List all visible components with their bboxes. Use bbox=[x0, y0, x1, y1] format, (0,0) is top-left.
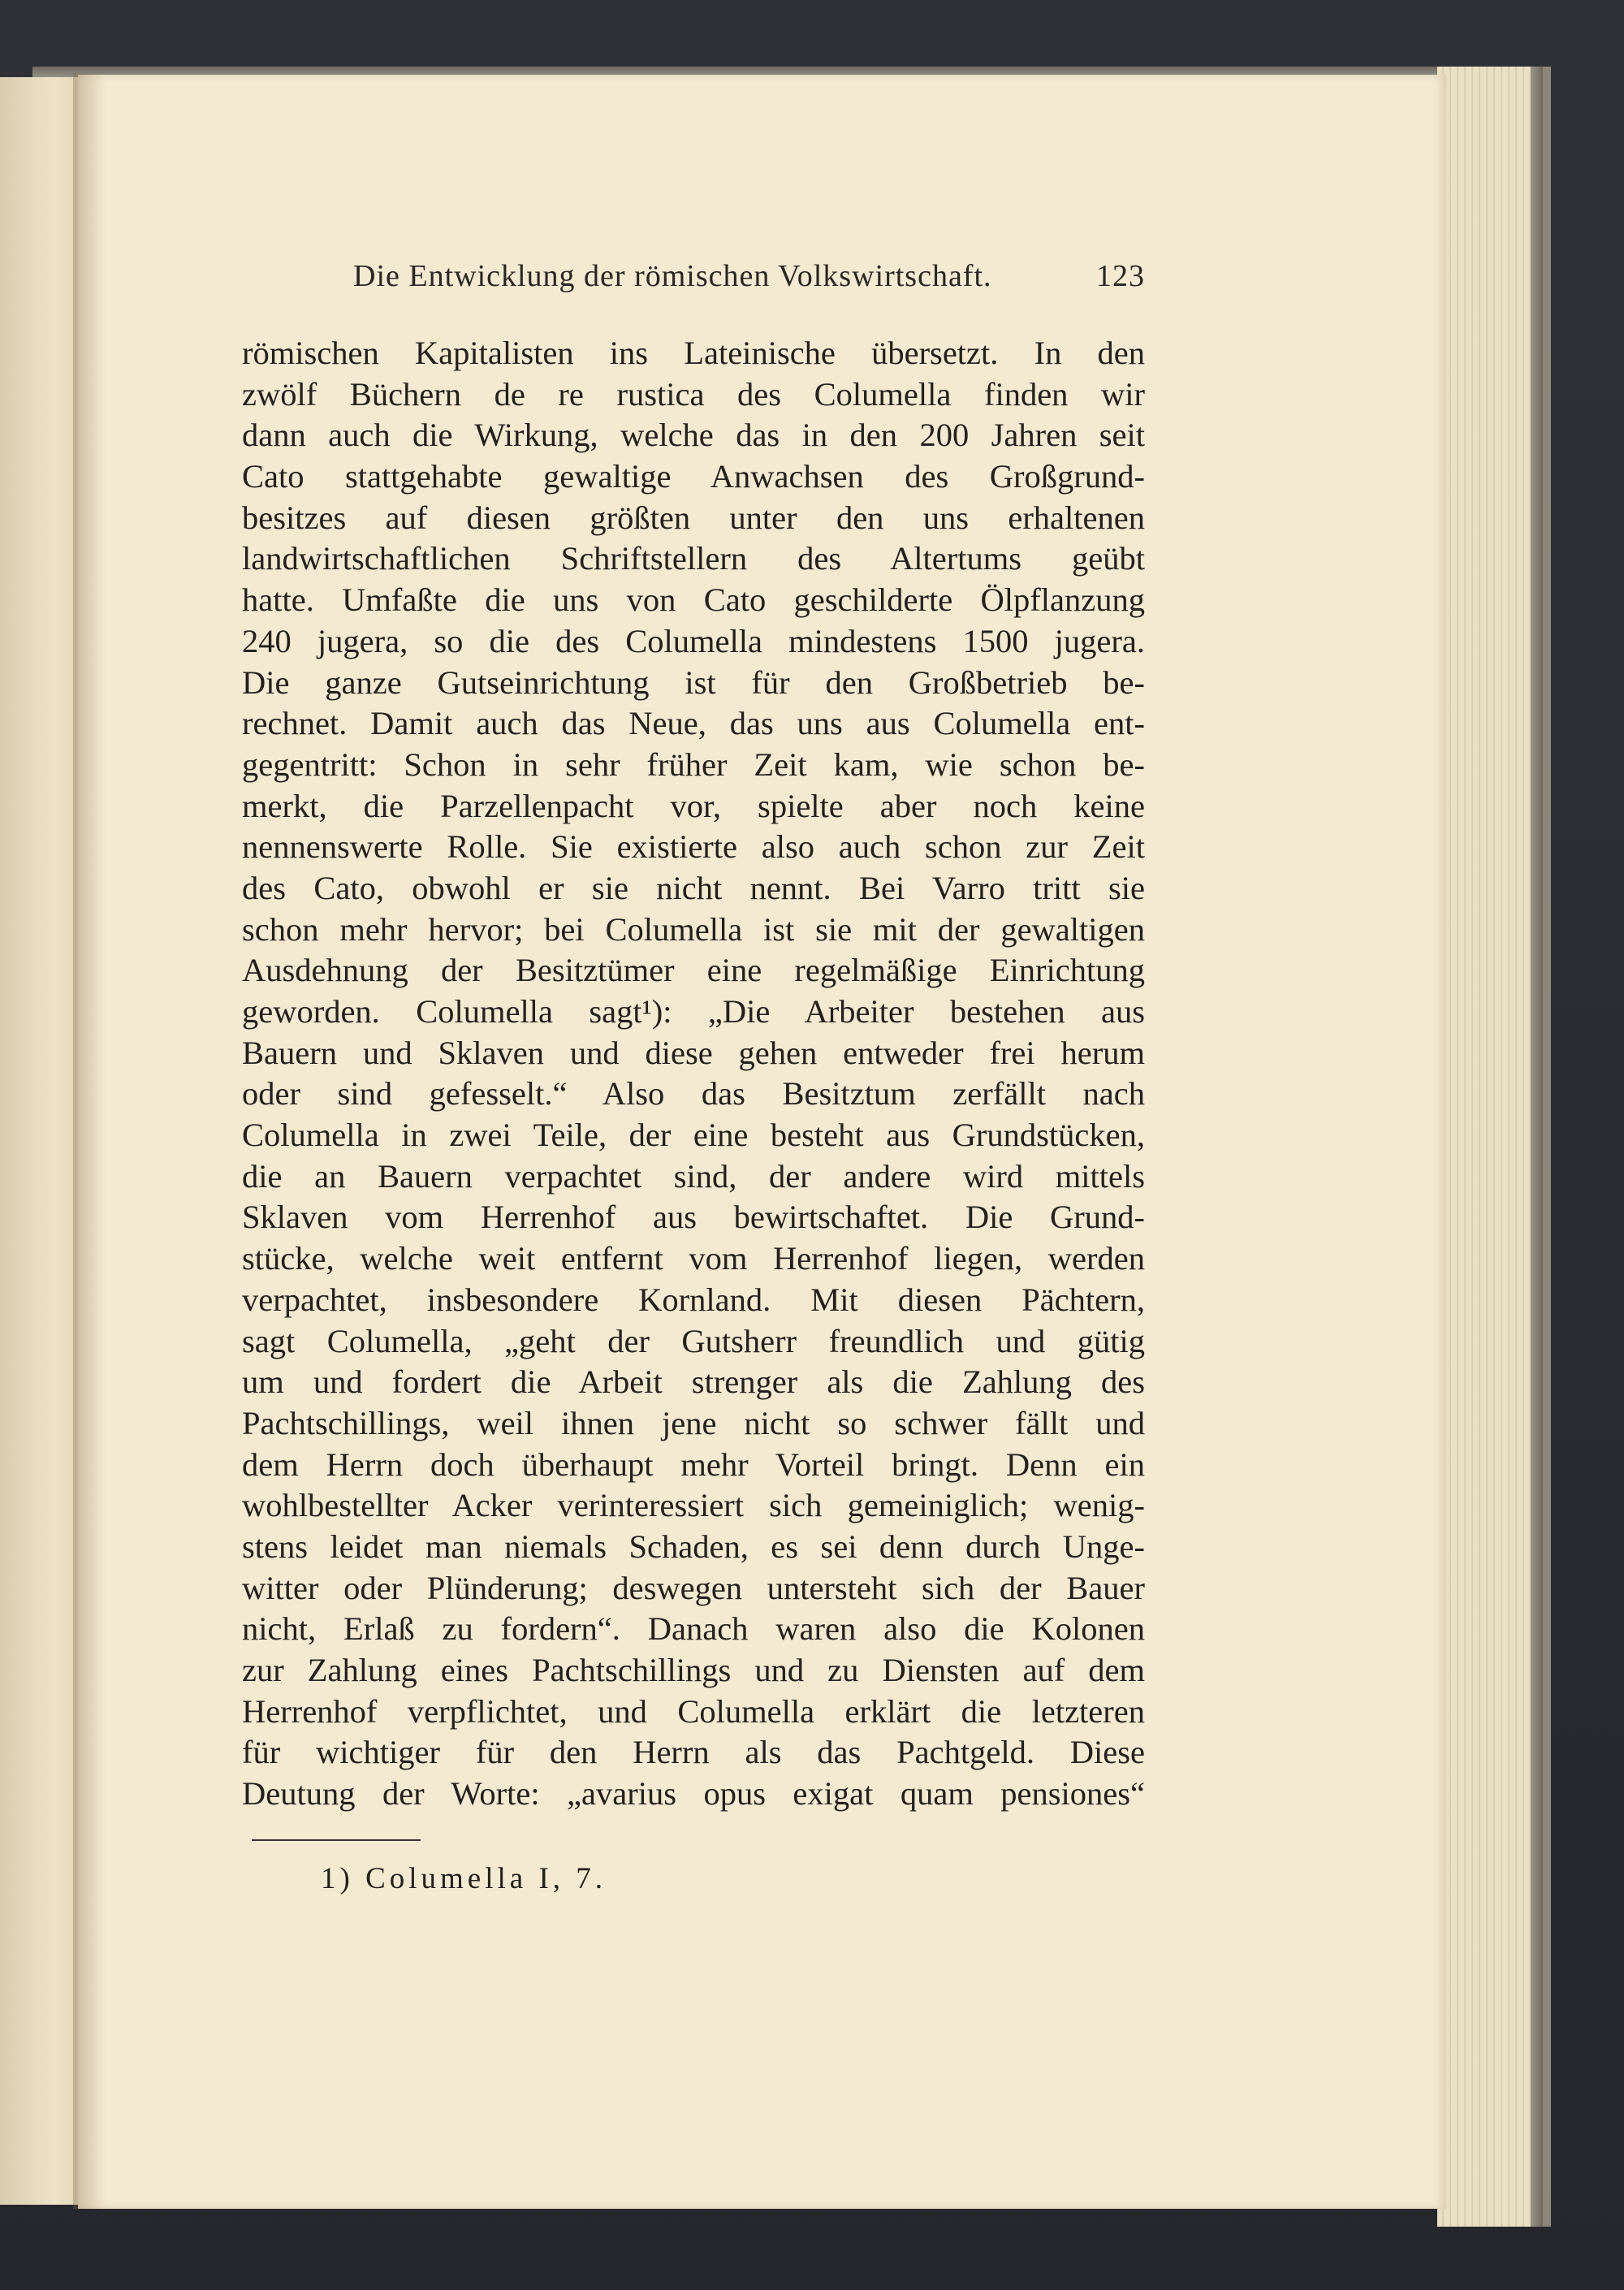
text-line: Bauern und Sklaven und diese gehen entweder frei herum bbox=[242, 1034, 1145, 1071]
text-line: um und fordert die Arbeit strenger als die Zahlung des bbox=[242, 1363, 1145, 1401]
text-line: Cato stattgehabte gewaltige Anwachsen des Großgrund- bbox=[242, 458, 1145, 495]
text-line: dem Herrn doch überhaupt mehr Vorteil bringt. Denn ein bbox=[242, 1445, 1145, 1483]
text-line: sagt Columella, „geht der Gutsherr freundlich und gütig bbox=[242, 1322, 1145, 1359]
text-line: merkt, die Parzellenpacht vor, spielte aber noch keine bbox=[242, 787, 1145, 824]
text-line: besitzes auf diesen größten unter den uns erhaltenen bbox=[242, 499, 1145, 536]
text-line: Deutung der Worte: „avarius opus exigat quam pensiones“ bbox=[242, 1775, 1145, 1813]
page-number: 123 bbox=[1096, 259, 1145, 293]
text-line: des Cato, obwohl er sie nicht nennt. Bei Varro tritt sie bbox=[242, 869, 1145, 906]
text-line: dann auch die Wirkung, welche das in den 200 Jahren seit bbox=[242, 417, 1145, 454]
text-line: verpachtet, insbesondere Kornland. Mit diesen Pächtern, bbox=[242, 1281, 1145, 1318]
footnote: 1) Columella I, 7. bbox=[321, 1862, 607, 1895]
text-line: geworden. Columella sagt¹): „Die Arbeiter bestehen aus bbox=[242, 993, 1145, 1030]
text-line: witter oder Plünderung; deswegen untersteht sich der Bauer bbox=[242, 1569, 1145, 1606]
text-line: römischen Kapitalisten ins Lateinische übersetzt. In den bbox=[242, 335, 1145, 371]
text-line: oder sind gefesselt.“ Also das Besitztum zerfällt nach bbox=[242, 1075, 1145, 1113]
text-line: die an Bauern verpachtet sind, der andere wird mittels bbox=[242, 1157, 1145, 1195]
text-line: Columella in zwei Teile, der eine besteht aus Grundstücken, bbox=[242, 1117, 1145, 1154]
book-cover-edge bbox=[1531, 67, 1543, 2227]
text-line: gegentritt: Schon in sehr früher Zeit kam, wie schon be- bbox=[242, 745, 1145, 783]
running-head bbox=[353, 258, 1145, 307]
text-line: landwirtschaftlichen Schriftstellern des Altertums geübt bbox=[242, 540, 1145, 577]
text-line: zur Zahlung eines Pachtschillings und zu Diensten auf dem bbox=[242, 1652, 1145, 1688]
running-head-title: Die Entwicklung der römischen Volkswirtschaft. bbox=[353, 259, 992, 293]
text-line: 240 jugera, so die des Columella mindestens 1500 jugera. bbox=[242, 622, 1145, 659]
text-line: wohlbestellter Acker verinteressiert sich gemeiniglich; wenig- bbox=[242, 1487, 1145, 1524]
text-line: rechnet. Damit auch das Neue, das uns aus Columella ent- bbox=[242, 705, 1145, 742]
body-text bbox=[242, 333, 1145, 1815]
gutter-shadow bbox=[73, 73, 106, 2209]
facing-page-edge bbox=[0, 77, 80, 2205]
text-line: Pachtschillings, weil ihnen jene nicht so schwer fällt und bbox=[242, 1404, 1145, 1441]
text-line: Ausdehnung der Besitztümer eine regelmäßige Einrichtung bbox=[242, 952, 1145, 989]
footnote-rule bbox=[252, 1839, 421, 1841]
text-line: nicht, Erlaß zu fordern“. Danach waren also die Kolonen bbox=[242, 1610, 1145, 1648]
text-line: hatte. Umfaßte die uns von Cato geschilderte Ölpflanzung bbox=[242, 581, 1145, 619]
text-line: Die ganze Gutseinrichtung ist für den Großbetrieb be- bbox=[242, 663, 1145, 701]
text-line: stücke, welche weit entfernt vom Herrenhof liegen, werden bbox=[242, 1240, 1145, 1277]
text-line: nennenswerte Rolle. Sie existierte also auch schon zur Zeit bbox=[242, 828, 1145, 866]
text-line: stens leidet man niemals Schaden, es sei denn durch Unge- bbox=[242, 1527, 1145, 1565]
text-line: für wichtiger für den Herrn als das Pachtgeld. Diese bbox=[242, 1734, 1145, 1771]
text-line: schon mehr hervor; bei Columella ist sie mit der gewaltigen bbox=[242, 910, 1145, 948]
text-line: Sklaven vom Herrenhof aus bewirtschaftet. Die Grund- bbox=[242, 1199, 1145, 1236]
text-line: zwölf Büchern de re rustica des Columella finden wir bbox=[242, 375, 1145, 413]
text-line: Herrenhof verpflichtet, und Columella erklärt die letzteren bbox=[242, 1692, 1145, 1730]
